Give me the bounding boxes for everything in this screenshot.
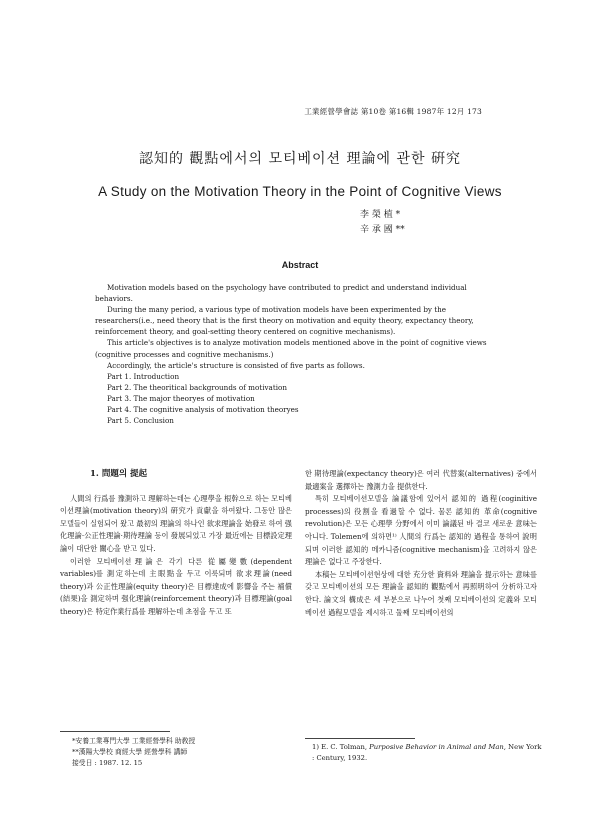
abstract-heading: Abstract <box>281 260 319 270</box>
footnote-divider-right <box>305 738 415 739</box>
author-1: 李 榮 植 * <box>360 210 401 220</box>
body-paragraph: 人間의 行爲를 豫測하고 理解하는데는 心理學을 根幹으로 하는 모티베이션理論(motivation theory)의 硏究가 貢獻을 하여왔다. 그동안 많은 모델들이 실험되어 왔고 最初의 理論의 하나인 欲求理論을 始發로 하여 强化理論·公正性理論·期待理論 등이 發展되었고 가장 最近에는 目標設定理論이 대단한 關心을 받고 있다. <box>60 493 292 553</box>
author-2: 辛 承 國 ** <box>360 225 405 235</box>
authors <box>360 208 405 238</box>
abstract-paragraph: During the many period, a various type of motivation models have been experimented by the researchers(i.e., need theory that is the first theory on motivation and equity theory, expectancy theory, reinforcement theory, and goal-setting theory centered on cognitive mechanisms). <box>95 305 474 337</box>
footnote-title: Purposive Behavior in Animal and Man, <box>369 743 506 751</box>
abstract-paragraph: Motivation models based on the psychology have contributed to predict and understand individual behaviors. <box>95 283 467 304</box>
footnote-suffix: New York : Century, 1932. <box>312 743 542 762</box>
body-paragraph: 한 期待理論(expectancy theory)은 여러 代替案(alternatives) 중에서 最適案을 選擇하는 豫測力을 提供한다. <box>305 469 537 491</box>
author-affiliations <box>72 736 195 769</box>
title-korean: 認知的 觀點에서의 모티베이션 理論에 관한 硏究 <box>138 151 461 167</box>
abstract-part: Part 5. Conclusion <box>107 416 174 426</box>
abstract-part: Part 3. The major theoryes of motivation <box>107 393 255 403</box>
received-date: 接受日 : 1987. 12. 15 <box>72 759 143 767</box>
body-column-left <box>60 468 292 619</box>
section-heading: 1. 問題의 提起 <box>90 469 148 479</box>
body-column-right <box>305 468 537 619</box>
affiliation-2: **漢陽大學校 商經大學 經營學科 講師 <box>72 748 188 756</box>
abstract-body <box>95 282 495 426</box>
body-paragraph: 특히 모티베이션모델을 論議함에 있어서 認知的 過程(coginitive processes)의 役割을 看過할 수 없다. 물론 認知的 革命(cognitive revolution)은 모든 心理學 分野에서 이미 論議된 바 결코 새로운 意味는 아니다. Tolemen에 의하면¹⁾ 人間의 行爲는 認知的 過程을 통하여 說明되며 이러한 認知的 메카니즘(cognitive mechanism)을 고려하지 않은 理論은 없다고 주장한다. <box>305 494 537 567</box>
body-paragraph: 本稿는 모티베이션현상에 대한 充分한 資料와 理論을 提示하는 意味를 갖고 모티베이션의 모든 理論을 認知的 觀點에서 再照明하여 分析하고자 한다. 論文의 構成은 세 부분으로 나누어 첫째 모티베이션의 定義와 모티베이션 過程모델을 제시하고 둘째 모티베이션의 <box>305 569 537 617</box>
abstract-paragraph: This article's objectives is to analyze motivation models mentioned above in the point of cognitive views (cognitive processes and cognitive mechanisms.) <box>95 338 487 359</box>
abstract-paragraph: Accordingly, the article's structure is consisted of five parts as follows. <box>107 360 365 370</box>
affiliation-1: *安養工業專門大學 工業經營學科 助敎授 <box>72 737 196 745</box>
footnote-1 <box>312 742 542 764</box>
running-header: 工業經營學會誌 第10卷 第16輯 1987年 12月 173 <box>304 107 482 116</box>
abstract-part: Part 1. Introduction <box>107 371 180 381</box>
footnote-prefix: 1) E. C. Tolman, <box>312 743 370 751</box>
body-paragraph: 이러한 모티베이션理論은 각기 다른 從屬變數(dependent variables)를 測定하는데 主眼點을 두고 이룩되며 欲求理論(need theory)과 公正性理論(equity theory)은 目標達成에 影響을 주는 補償(結果)을 測定하며 强化理論(reinforcement theory)과 目標理論(goal theory)은 特定作業行爲를 理解하는데 초점을 두고 또 <box>60 556 292 616</box>
title-english: A Study on the Motivation Theory in the Point of Cognitive Views <box>98 184 502 199</box>
abstract-part: Part 2. The theoritical backgrounds of motivation <box>107 382 287 392</box>
footnote-divider-left <box>60 731 170 732</box>
abstract-part: Part 4. The cognitive analysis of motivation theoryes <box>107 405 299 415</box>
